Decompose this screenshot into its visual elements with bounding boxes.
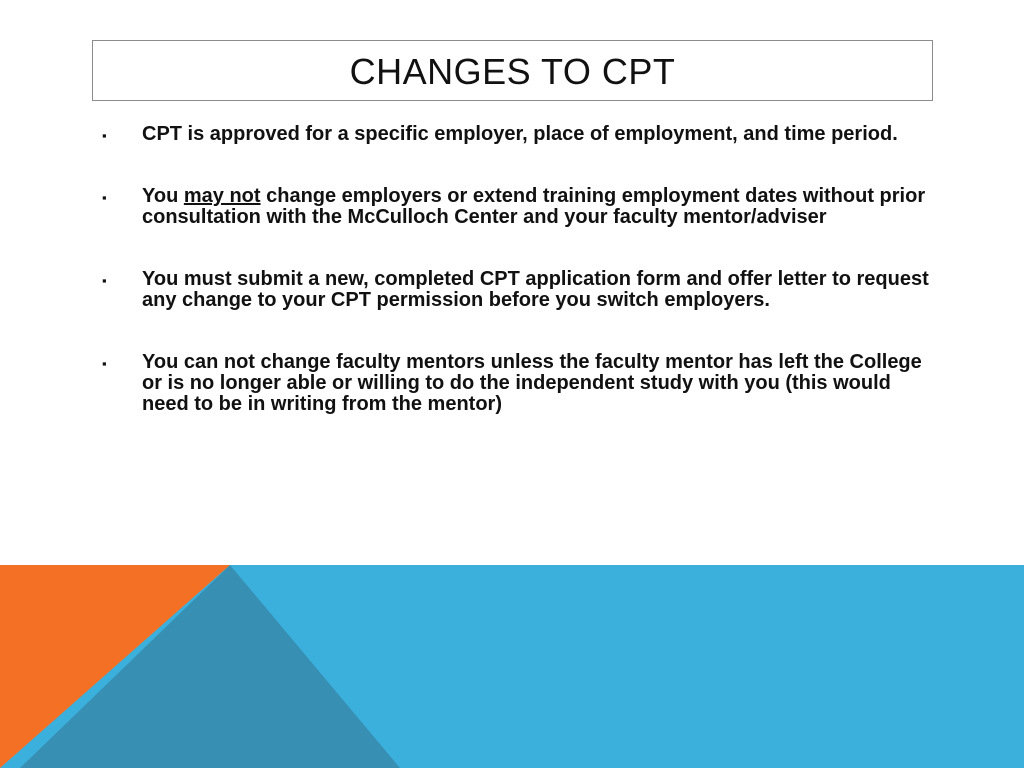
- bullet-text: [142, 185, 925, 228]
- slide-title: CHANGES TO CPT: [349, 50, 676, 92]
- title-box: [92, 40, 933, 101]
- bullet-item-4: [100, 352, 930, 415]
- bullet-text: You must submit a new, completed CPT application form and offer letter to request any change to your CPT permission before you switch employers.: [142, 268, 929, 311]
- square-bullet-icon: ▪: [102, 190, 107, 205]
- bullet-item-2: [100, 186, 930, 228]
- decorative-footer-band: [0, 565, 1024, 768]
- bullet-text: CPT is approved for a specific employer, place of employment, and time period.: [142, 123, 898, 145]
- emphasized-phrase: may not: [183, 185, 261, 207]
- square-bullet-icon: ▪: [102, 356, 107, 371]
- bullet-text-suffix: change employers or extend training employment dates without prior consultation with the McCulloch Center and your faculty mentor/adviser: [142, 185, 926, 228]
- square-bullet-icon: ▪: [102, 128, 107, 143]
- bullet-item-1: [100, 124, 930, 145]
- bullet-text-prefix: You: [142, 185, 184, 207]
- bullet-list: [100, 124, 930, 456]
- bullet-item-3: [100, 269, 930, 311]
- square-bullet-icon: ▪: [102, 273, 107, 288]
- bullet-text: You can not change faculty mentors unless the faculty mentor has left the College or is no longer able or willing to do the independent study with you (this would need to be in writing from the mentor): [142, 351, 922, 415]
